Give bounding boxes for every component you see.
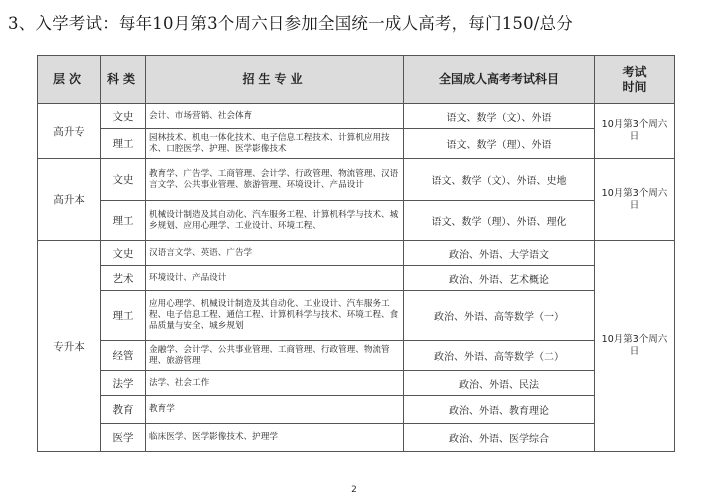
majors-cell: 机械设计制造及其自动化、汽车服务工程、计算机科学与技术、城乡规划、应用心理学、工业设计、环境工程、 bbox=[146, 201, 404, 241]
table-row bbox=[38, 371, 675, 396]
header-time-line1: 考试 bbox=[622, 64, 647, 79]
majors-cell: 环境设计、产品设计 bbox=[146, 266, 404, 291]
table-row bbox=[38, 104, 675, 129]
category-cell: 医学 bbox=[101, 424, 146, 452]
header-subjects: 全国成人高考考试科目 bbox=[404, 56, 595, 104]
subjects-cell: 语文、数学（理）、外语 bbox=[404, 129, 595, 159]
subjects-cell: 政治、外语、高等数学（一） bbox=[404, 291, 595, 341]
majors-cell: 应用心理学、机械设计制造及其自动化、工业设计、汽车服务工程、电子信息工程、通信工程、计算机科学与技术、环境工程、食品质量与安全、城乡规划 bbox=[146, 291, 404, 341]
section-heading: 3、入学考试：每年10月第3个周六日参加全国统一成人高考，每门150/总分 bbox=[8, 14, 573, 33]
table-row bbox=[38, 396, 675, 424]
subjects-cell: 政治、外语、高等数学（二） bbox=[404, 341, 595, 371]
level-cell: 高升专 bbox=[38, 104, 101, 159]
category-cell: 法学 bbox=[101, 371, 146, 396]
category-cell: 文史 bbox=[101, 104, 146, 129]
subjects-cell: 语文、数学（文）、外语 bbox=[404, 104, 595, 129]
table-row bbox=[38, 424, 675, 452]
table-row bbox=[38, 201, 675, 241]
table-row bbox=[38, 159, 675, 201]
majors-cell: 教育学 bbox=[146, 396, 404, 424]
subjects-cell: 语文、数学（文）、外语、史地 bbox=[404, 159, 595, 201]
majors-cell: 临床医学、医学影像技术、护理学 bbox=[146, 424, 404, 452]
header-level: 层次 bbox=[38, 56, 101, 104]
subjects-cell: 政治、外语、大学语文 bbox=[404, 241, 595, 266]
header-time bbox=[595, 56, 675, 104]
majors-cell: 会计、市场营销、社会体育 bbox=[146, 104, 404, 129]
category-cell: 艺术 bbox=[101, 266, 146, 291]
category-cell: 理工 bbox=[101, 201, 146, 241]
table-row bbox=[38, 266, 675, 291]
majors-cell: 教育学、广告学、工商管理、会计学、行政管理、物流管理、汉语言文学、公共事业管理、旅游管理、环境设计、产品设计 bbox=[146, 159, 404, 201]
exam-time-cell: 10月第3个周六日 bbox=[595, 159, 675, 241]
table-header-row bbox=[38, 56, 675, 104]
category-cell: 理工 bbox=[101, 291, 146, 341]
category-cell: 文史 bbox=[101, 241, 146, 266]
table-row bbox=[38, 291, 675, 341]
header-category: 科类 bbox=[101, 56, 146, 104]
subjects-cell: 政治、外语、民法 bbox=[404, 371, 595, 396]
table-row bbox=[38, 341, 675, 371]
subjects-cell: 政治、外语、教育理论 bbox=[404, 396, 595, 424]
category-cell: 理工 bbox=[101, 129, 146, 159]
category-cell: 文史 bbox=[101, 159, 146, 201]
category-cell: 经管 bbox=[101, 341, 146, 371]
level-cell: 专升本 bbox=[38, 241, 101, 452]
admission-exam-table bbox=[37, 55, 675, 452]
level-cell: 高升本 bbox=[38, 159, 101, 241]
exam-time-cell: 10月第3个周六日 bbox=[595, 104, 675, 159]
table-row bbox=[38, 129, 675, 159]
page-number: 2 bbox=[351, 485, 357, 495]
category-cell: 教育 bbox=[101, 396, 146, 424]
header-time-line2: 时间 bbox=[622, 79, 647, 94]
exam-time-cell: 10月第3个周六日 bbox=[595, 241, 675, 452]
subjects-cell: 政治、外语、医学综合 bbox=[404, 424, 595, 452]
subjects-cell: 政治、外语、艺术概论 bbox=[404, 266, 595, 291]
majors-cell: 园林技术、机电一体化技术、电子信息工程技术、计算机应用技术、口腔医学、护理、医学影像技术 bbox=[146, 129, 404, 159]
majors-cell: 汉语言文学、英语、广告学 bbox=[146, 241, 404, 266]
header-majors: 招生专业 bbox=[146, 56, 404, 104]
subjects-cell: 语文、数学（理）、外语、理化 bbox=[404, 201, 595, 241]
table-row bbox=[38, 241, 675, 266]
majors-cell: 金融学、会计学、公共事业管理、工商管理、行政管理、物流管理、旅游管理 bbox=[146, 341, 404, 371]
majors-cell: 法学、社会工作 bbox=[146, 371, 404, 396]
